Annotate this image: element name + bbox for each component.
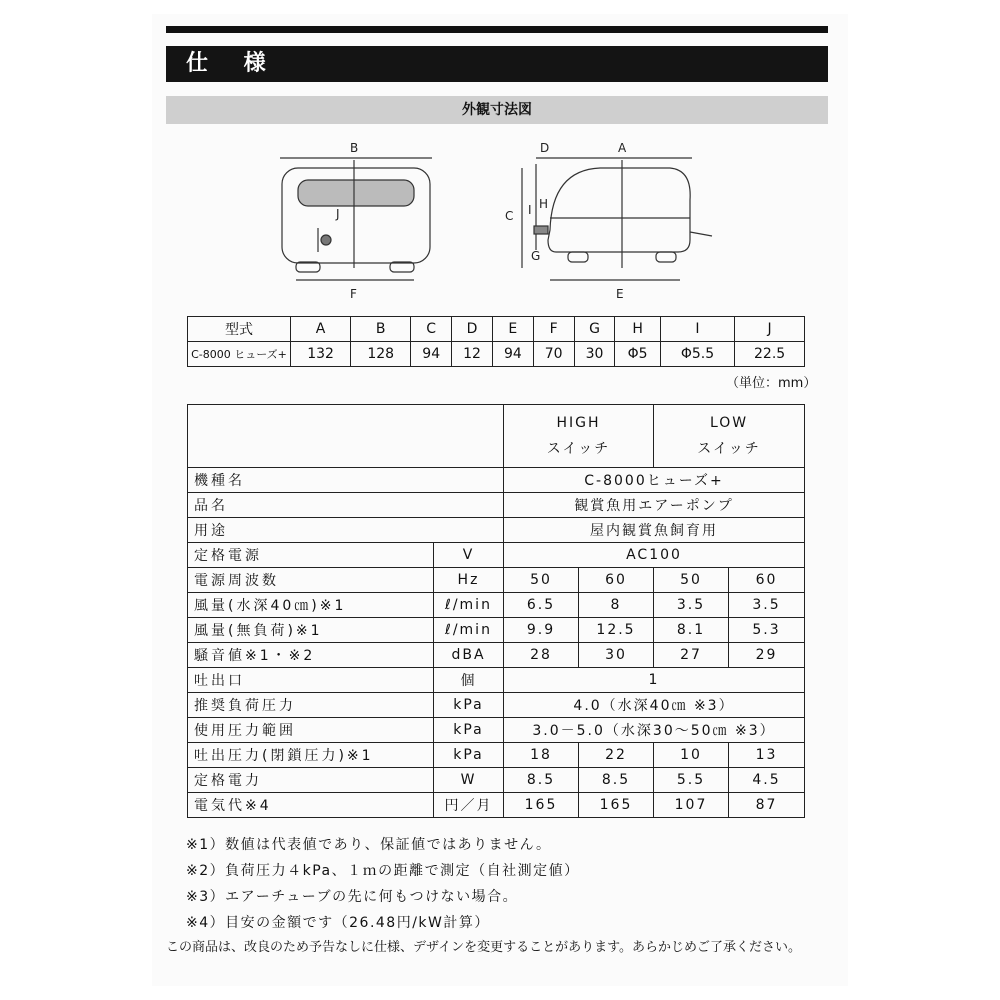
low-switch-label: スイッチ — [697, 441, 761, 457]
side-label-i: I — [528, 203, 532, 217]
spec-value: 165 — [579, 793, 654, 818]
spec-unit: Hz — [434, 568, 504, 593]
dim-header-j: J — [735, 317, 805, 342]
spec-value: 8.1 — [654, 618, 729, 643]
spec-value: 9.9 — [504, 618, 579, 643]
spec-label: 用途 — [188, 518, 504, 543]
table-row — [188, 543, 805, 568]
dim-b: 128 — [351, 342, 411, 367]
table-row — [188, 668, 805, 693]
spec-value: 12.5 — [579, 618, 654, 643]
dim-header-c: C — [411, 317, 452, 342]
footnote: ※1）数値は代表値であり、保証値ではありません。 — [186, 837, 552, 853]
spec-value: 60 — [729, 568, 805, 593]
spec-unit: ℓ/min — [434, 593, 504, 618]
dim-j: 22.5 — [735, 342, 805, 367]
spec-label: 騒音値※1・※2 — [188, 643, 434, 668]
table-row — [188, 518, 805, 543]
spec-value: 18 — [504, 743, 579, 768]
spec-header-row — [188, 405, 805, 468]
dimension-header-row — [188, 317, 805, 342]
spec-label: 風量(無負荷)※1 — [188, 618, 434, 643]
spec-value: 3.0－5.0（水深30～50㎝ ※3） — [504, 718, 805, 743]
dim-header-i: I — [660, 317, 734, 342]
dim-c: 94 — [411, 342, 452, 367]
dim-header-g: G — [574, 317, 615, 342]
spec-value: 50 — [504, 568, 579, 593]
spec-value: 6.5 — [504, 593, 579, 618]
table-row — [188, 593, 805, 618]
section-subtitle: 外観寸法図 — [166, 96, 828, 124]
footnote: ※2）負荷圧力４kPa、１ｍの距離で測定（自社測定値） — [186, 863, 580, 879]
spec-unit: W — [434, 768, 504, 793]
dim-h: Φ5 — [615, 342, 660, 367]
footnote: ※3）エアーチューブの先に何もつけない場合。 — [186, 889, 519, 905]
spec-label: 品名 — [188, 493, 504, 518]
spec-label: 電源周波数 — [188, 568, 434, 593]
high-label: HIGH — [556, 415, 601, 431]
spec-value: 10 — [654, 743, 729, 768]
spec-value: 30 — [579, 643, 654, 668]
dim-a: 132 — [291, 342, 351, 367]
dim-e: 94 — [492, 342, 533, 367]
spec-value: 5.3 — [729, 618, 805, 643]
spec-value: AC100 — [504, 543, 805, 568]
footnotes — [186, 832, 580, 936]
table-row — [188, 493, 805, 518]
spec-value: 4.5 — [729, 768, 805, 793]
table-row — [188, 718, 805, 743]
unit-note: （単位：mm） — [726, 376, 817, 391]
side-view-drawing — [522, 158, 712, 280]
front-label-j: J — [336, 207, 340, 221]
spec-header-blank — [188, 405, 504, 468]
spec-unit: ℓ/min — [434, 618, 504, 643]
spec-value: 27 — [654, 643, 729, 668]
spec-label: 電気代※4 — [188, 793, 434, 818]
dim-f: 70 — [533, 342, 574, 367]
spec-label: 定格電源 — [188, 543, 434, 568]
spec-value: 観賞魚用エアーポンプ — [504, 493, 805, 518]
spec-label: 機種名 — [188, 468, 504, 493]
spec-value: 29 — [729, 643, 805, 668]
high-switch-label: スイッチ — [546, 441, 611, 457]
side-label-h: H — [539, 197, 549, 211]
dim-header-b: B — [351, 317, 411, 342]
spec-value: 5.5 — [654, 768, 729, 793]
spec-value: 107 — [654, 793, 729, 818]
high-switch-header — [504, 405, 654, 468]
spec-value: 22 — [579, 743, 654, 768]
page-title: 仕 様 — [166, 46, 828, 82]
low-label: LOW — [709, 415, 749, 431]
side-label-c: C — [505, 209, 514, 223]
spec-value: 8 — [579, 593, 654, 618]
top-rule — [166, 26, 828, 33]
spec-unit: V — [434, 543, 504, 568]
spec-table — [187, 404, 805, 818]
spec-value: 50 — [654, 568, 729, 593]
spec-unit: 円／月 — [434, 793, 504, 818]
front-view-drawing — [280, 158, 432, 280]
spec-label: 定格電力 — [188, 768, 434, 793]
spec-value: 28 — [504, 643, 579, 668]
low-switch-header — [654, 405, 805, 468]
dim-header-e: E — [492, 317, 533, 342]
dim-header-a: A — [291, 317, 351, 342]
disclaimer-text: この商品は、改良のため予告なしに仕様、デザインを変更することがあります。あらかじめご了承ください。 — [166, 940, 802, 955]
table-row — [188, 768, 805, 793]
spec-value: 1 — [504, 668, 805, 693]
dim-header-d: D — [452, 317, 493, 342]
table-row — [188, 468, 805, 493]
dim-d: 12 — [452, 342, 493, 367]
dim-i: Φ5.5 — [660, 342, 734, 367]
table-row — [188, 568, 805, 593]
spec-label: 吐出圧力(閉鎖圧力)※1 — [188, 743, 434, 768]
spec-unit: kPa — [434, 743, 504, 768]
spec-value: 87 — [729, 793, 805, 818]
table-row — [188, 693, 805, 718]
table-row — [188, 643, 805, 668]
side-label-d: D — [540, 141, 550, 155]
dimension-diagram — [260, 140, 740, 305]
dim-header-model: 型式 — [188, 317, 291, 342]
spec-label: 使用圧力範囲 — [188, 718, 434, 743]
spec-unit: 個 — [434, 668, 504, 693]
spec-value: C-8000ヒューズ+ — [504, 468, 805, 493]
spec-value: 3.5 — [729, 593, 805, 618]
spec-value: 60 — [579, 568, 654, 593]
dim-header-h: H — [615, 317, 660, 342]
side-label-a: A — [618, 141, 627, 155]
spec-unit: dBA — [434, 643, 504, 668]
footnote: ※4）目安の金額です（26.48円/kW計算） — [186, 915, 490, 931]
spec-unit: kPa — [434, 693, 504, 718]
spec-label: 推奨負荷圧力 — [188, 693, 434, 718]
spec-value: 4.0（水深40㎝ ※3） — [504, 693, 805, 718]
spec-value: 3.5 — [654, 593, 729, 618]
dimension-table — [187, 316, 805, 367]
spec-value: 13 — [729, 743, 805, 768]
dimension-value-row — [188, 342, 805, 367]
spec-label: 風量(水深40㎝)※1 — [188, 593, 434, 618]
spec-value: 屋内観賞魚飼育用 — [504, 518, 805, 543]
side-label-g: G — [531, 249, 541, 263]
table-row — [188, 793, 805, 818]
table-row — [188, 618, 805, 643]
dim-header-f: F — [533, 317, 574, 342]
spec-label: 吐出口 — [188, 668, 434, 693]
front-label-f: F — [350, 287, 357, 301]
dim-g: 30 — [574, 342, 615, 367]
spec-unit: kPa — [434, 718, 504, 743]
dim-model: C-8000 ヒューズ+ — [188, 342, 291, 367]
spec-value: 8.5 — [504, 768, 579, 793]
table-row — [188, 743, 805, 768]
side-label-e: E — [616, 287, 624, 301]
spec-value: 8.5 — [579, 768, 654, 793]
front-label-b: B — [350, 141, 359, 155]
spec-value: 165 — [504, 793, 579, 818]
